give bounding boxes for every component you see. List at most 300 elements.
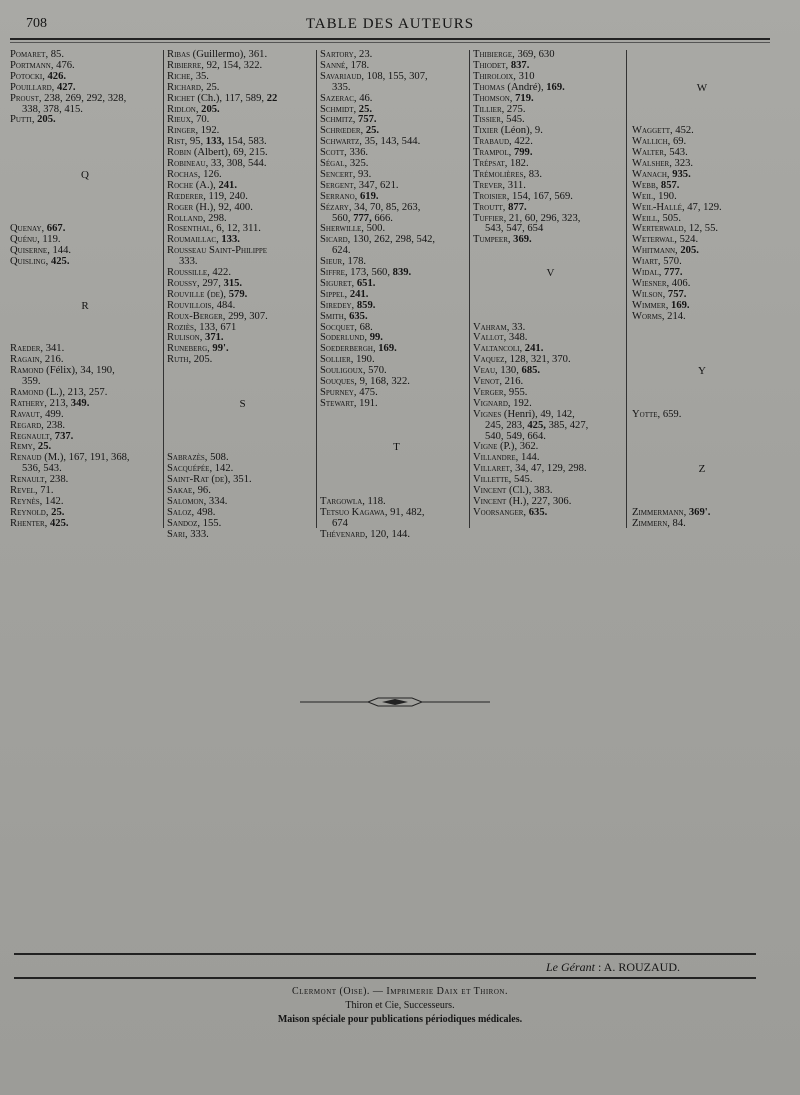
page-refs: (H.), 227, 306. — [506, 495, 572, 507]
author-name: Weil, — [632, 190, 656, 202]
page-refs: (Félix), 34, 190, — [43, 365, 115, 377]
page-ref-bold: 169. — [375, 343, 397, 355]
page-refs: 674 — [332, 517, 348, 529]
page-refs: 659. — [660, 408, 682, 420]
author-name: Walter, — [632, 147, 667, 159]
author-name: Tixier — [473, 125, 499, 137]
page-ref-bold: 837. — [508, 59, 530, 71]
page-refs: 173, 560, — [347, 267, 393, 278]
page-ref-bold: 425. — [47, 517, 69, 529]
author-name: Smith, — [320, 310, 347, 322]
author-name: Roussille, — [167, 267, 210, 278]
author-name: Trépsat, — [473, 158, 508, 169]
page-refs: 144. — [49, 245, 72, 257]
page-refs: 120, 144. — [367, 528, 410, 540]
author-name: Rœderer, — [167, 190, 206, 202]
index-entry — [10, 519, 172, 530]
page-refs: 238, 269, 292, 328, — [41, 92, 127, 104]
page-ref-bold: 315. — [223, 277, 243, 289]
page-ref-bold: 685. — [521, 365, 541, 377]
author-name: Vahram, — [473, 321, 510, 333]
page-refs: 338, 378, 415. — [22, 103, 83, 115]
page-refs: 333. — [179, 256, 198, 268]
header-rule — [10, 38, 770, 43]
author-name: Wiart, — [632, 256, 661, 268]
author-name: Siredey, — [320, 299, 355, 311]
author-name: Sicard, — [320, 234, 351, 246]
page-ref-bold: 635. — [526, 506, 548, 518]
index-entry — [320, 399, 485, 410]
page-refs: 299, 307. — [225, 310, 268, 322]
author-name: Revel, — [10, 485, 38, 496]
page-refs: 545. — [511, 474, 533, 486]
column-divider — [163, 50, 164, 528]
author-name: Tumpeer, — [473, 234, 511, 246]
page-refs: 545. — [503, 114, 525, 126]
author-name: Sartory, — [320, 49, 357, 60]
page-refs: 119. — [39, 234, 61, 246]
page-refs: 34, 70, 85, 263, — [351, 201, 421, 213]
page-refs: 333. — [187, 528, 209, 540]
author-name: Thiodet, — [473, 59, 509, 71]
author-name: Potocki, — [10, 70, 45, 82]
page-refs: 154, 167, 569. — [509, 190, 573, 202]
author-name: Thomas — [473, 81, 505, 93]
column-divider — [469, 50, 470, 528]
author-name: Ségal, — [320, 158, 348, 169]
manager-separator: : — [594, 960, 604, 974]
column-divider — [316, 50, 317, 528]
manager-signature — [546, 960, 680, 975]
page-refs: 336. — [346, 147, 369, 159]
author-name: Weill, — [632, 212, 660, 224]
author-name: Tillier, — [473, 103, 505, 115]
author-name: Quénu, — [10, 234, 40, 246]
page-refs: 33, 308, 544. — [208, 158, 267, 169]
author-name: Schmidt, — [320, 103, 357, 115]
page-refs: 310 — [515, 70, 535, 82]
author-name: Ramond — [10, 386, 44, 398]
author-name: Richard, — [167, 81, 204, 93]
author-name: Ruth, — [167, 354, 192, 366]
page-refs: 12, 55. — [686, 223, 719, 235]
index-entry — [10, 257, 172, 268]
author-name: Trampol, — [473, 147, 512, 159]
author-name: Schrœder, — [320, 125, 364, 137]
page-ref-bold: 25. — [356, 103, 373, 115]
page-ref-bold: 99'. — [209, 343, 229, 355]
section-letter: Z — [698, 463, 706, 476]
author-name: Rouvillois, — [167, 299, 215, 311]
author-name: Renaud — [10, 452, 42, 464]
page-refs: 91, 482, — [387, 506, 425, 518]
page-refs: 505. — [659, 212, 681, 224]
page-refs: (Cl.), 383. — [506, 485, 553, 496]
page-refs: 238. — [47, 474, 69, 486]
author-name: Verger, — [473, 386, 507, 398]
page-refs: (H.), 92, 400. — [193, 201, 253, 213]
page-refs: 540, 549, 664. — [485, 430, 546, 442]
author-name: Venot, — [473, 376, 502, 387]
page-ref-bold: 369. — [510, 234, 532, 246]
author-name: Walsher, — [632, 158, 672, 169]
author-name: Rochas, — [167, 168, 201, 180]
imprint-line-2: Thiron et Cie, Successeurs. — [345, 1000, 455, 1011]
author-name: Remy, — [10, 441, 36, 453]
author-name: Ragain, — [10, 354, 43, 366]
author-name: Zimmermann, — [632, 506, 687, 518]
page-refs: 142. — [212, 463, 234, 475]
page-refs: 341. — [43, 343, 65, 355]
page-refs: (M.), 167, 191, 368, — [41, 452, 130, 464]
page-refs: 498. — [194, 506, 216, 518]
page-refs: 570. — [660, 256, 682, 268]
author-name: Vincent — [473, 495, 507, 507]
page-refs: 108, 155, 307, — [364, 70, 428, 82]
page-refs: 524. — [676, 234, 699, 246]
page-refs: 34, 47, 129, 298. — [512, 463, 587, 475]
index-entry — [632, 519, 784, 530]
author-name: Ridlon, — [167, 103, 199, 115]
page-ref-bold: 25. — [363, 125, 380, 137]
page-ref-bold: 651. — [354, 277, 376, 289]
author-name: Villandre, — [473, 452, 519, 464]
author-name: Ramond — [10, 365, 44, 377]
author-name: Vincent — [473, 485, 507, 496]
author-name: Weil-Hallé, — [632, 201, 685, 213]
manager-label: Le Gérant — [545, 960, 595, 974]
author-name: Rosenthal, — [167, 223, 214, 235]
page-refs: 33. — [509, 321, 526, 333]
author-name: Serrano, — [320, 190, 358, 202]
author-name: Wanach, — [632, 168, 670, 180]
index-entry — [167, 355, 330, 366]
page-header — [10, 16, 770, 38]
page-ref-bold: 877. — [505, 201, 527, 213]
author-name: Sanné, — [320, 59, 348, 71]
page-ref-bold: 667. — [44, 223, 66, 235]
page-refs: 275. — [504, 103, 526, 115]
author-name: Ribierre, — [167, 59, 204, 71]
page-refs: 190. — [353, 354, 375, 366]
author-name: Saint-Rat (de), — [167, 474, 231, 486]
page-ref-bold: 241. — [347, 288, 369, 300]
page-ref-bold: 25. — [48, 506, 65, 518]
page-refs: 68. — [356, 321, 373, 333]
author-name: Rieux, — [167, 114, 194, 126]
page-refs: 70. — [193, 114, 210, 126]
page-refs: 96. — [194, 485, 211, 496]
index-entry — [320, 530, 485, 541]
author-name: Quenay, — [10, 223, 45, 235]
author-name: Trabaud, — [473, 136, 512, 148]
author-name: Wimmer, — [632, 299, 669, 311]
page-refs: 83. — [526, 168, 542, 180]
page-ref-bold: 857. — [658, 179, 680, 191]
page-refs: 130, 262, 298, 542, — [350, 234, 436, 246]
author-name: Scott, — [320, 147, 347, 159]
author-name: Rhenter, — [10, 517, 48, 529]
author-name: Roumaillac, — [167, 234, 219, 246]
page-ref-bold: 205. — [677, 245, 699, 257]
author-name: Reynold, — [10, 506, 49, 518]
author-name: Richet — [167, 92, 195, 104]
author-name: Proust, — [10, 92, 42, 104]
author-name: Robin — [167, 147, 192, 159]
page-refs: 126. — [200, 168, 222, 180]
author-name: Sergent, — [320, 179, 357, 191]
page-refs: 35. — [193, 70, 209, 82]
page-refs: 334. — [206, 495, 228, 507]
author-name: Sandoz, — [167, 517, 201, 529]
page-refs: 155. — [200, 517, 222, 529]
page-ref-bold: 935. — [669, 168, 691, 180]
page-ref-bold: 757. — [665, 288, 687, 300]
section-letter: V — [546, 267, 555, 279]
page-refs: 543, 547, 654 — [485, 223, 544, 235]
author-name: Rousseau Saint-Philippe — [167, 245, 268, 257]
page-refs: 46. — [356, 92, 373, 104]
author-name: Schwartz, — [320, 136, 362, 148]
author-name: Sollier, — [320, 354, 354, 366]
page-refs: 214. — [664, 310, 686, 322]
running-title: TABLE DES AUTEURS — [305, 16, 475, 32]
page-refs: 133, 671 — [196, 321, 237, 333]
page-refs: 192. — [510, 397, 532, 409]
page-refs: (André), — [504, 81, 547, 93]
author-name: Roussy, — [167, 277, 200, 289]
page-refs: 422. — [511, 136, 533, 148]
index-entry — [167, 530, 330, 541]
section-letter: S — [239, 397, 246, 410]
author-name: Stewart, — [320, 397, 357, 409]
page-refs: 452. — [672, 125, 694, 137]
author-name: Reynès, — [10, 495, 43, 507]
page-number: 708 — [26, 16, 47, 31]
page-refs: 369, 630 — [514, 49, 555, 60]
author-name: Vigne — [473, 441, 498, 453]
page-refs: 499. — [42, 408, 64, 420]
author-name: Salomon, — [167, 495, 207, 507]
author-name: Soederbergh, — [320, 343, 376, 355]
page-refs: 142. — [42, 495, 64, 507]
imprint-line-3: Maison spéciale pour publications périodiques médicales. — [277, 1014, 523, 1025]
page-refs: 23. — [356, 49, 373, 60]
page-ref-bold: 369'. — [686, 506, 711, 518]
author-name: Rathery, — [10, 397, 47, 409]
page-refs: 95, — [187, 136, 206, 148]
page-refs: 323. — [671, 158, 694, 169]
section-letter: W — [696, 81, 708, 94]
page-refs: 351. — [230, 474, 252, 486]
page-refs: 570. — [365, 365, 387, 377]
page-refs: 71. — [37, 485, 54, 496]
manager-name: A. ROUZAUD. — [603, 960, 680, 974]
page-refs: 560, — [332, 212, 354, 224]
page-refs: 500. — [363, 223, 386, 235]
author-name: Putti, — [10, 114, 35, 126]
index-entry — [632, 410, 784, 421]
page-refs: 325. — [347, 158, 369, 169]
author-name: Whitmann, — [632, 245, 678, 257]
page-ref-bold: 426. — [44, 70, 67, 82]
page-refs: 298. — [205, 212, 227, 224]
author-name: Sippel, — [320, 288, 348, 300]
page-ref-bold: 427. — [54, 81, 76, 93]
author-name: Regnault, — [10, 430, 53, 442]
page-ref-bold: 757. — [355, 114, 377, 126]
author-name: Ribas — [167, 49, 191, 60]
page-refs: 190. — [655, 190, 677, 202]
author-name: Roche — [167, 179, 194, 191]
index-entry — [632, 312, 784, 323]
page-refs: 130, — [497, 365, 522, 377]
page-ref-bold: 205. — [34, 114, 56, 126]
author-name: Zimmern, — [632, 517, 670, 529]
author-name: Sézary, — [320, 201, 352, 213]
author-name: Ravaut, — [10, 408, 43, 420]
page-refs: 9, 168, 322. — [356, 376, 410, 387]
page-ref-bold: 635. — [346, 310, 368, 322]
author-name: Savariaud, — [320, 70, 365, 82]
page-refs: 216. — [501, 376, 524, 387]
page-refs: 347, 621. — [356, 179, 399, 191]
author-name: Veau, — [473, 365, 498, 377]
imprint-line-1: Clermont (Oise). — Imprimerie Daix et Thiron. — [292, 986, 508, 997]
page-ref-bold: 205. — [198, 103, 220, 115]
author-name: Troutt, — [473, 201, 506, 213]
page-refs: 624. — [332, 245, 351, 257]
page-refs: (Léon), 9. — [498, 125, 543, 137]
author-name: Targowla, — [320, 495, 365, 507]
page-ref-bold: 859. — [354, 299, 376, 311]
page-refs: 216. — [42, 354, 64, 366]
index-entry — [473, 508, 640, 519]
author-name: Renault, — [10, 474, 48, 486]
page-ref-bold: 241. — [522, 343, 544, 355]
author-name: Voorsanger, — [473, 506, 527, 518]
page-refs: 119, 240. — [205, 190, 248, 202]
page-refs: 128, 321, 370. — [507, 354, 571, 366]
author-name: Socquet, — [320, 321, 357, 333]
page-refs: 118. — [364, 495, 386, 507]
author-name: Riche, — [167, 70, 194, 82]
page-refs: 536, 543. — [22, 463, 62, 475]
page-refs: 47, 129. — [684, 201, 722, 213]
author-name: Vignard, — [473, 397, 511, 409]
page-ref-bold: 22 — [266, 92, 278, 104]
page-ref-bold: 169. — [546, 81, 565, 93]
author-name: Portmann, — [10, 59, 54, 71]
author-name: Tuffier, — [473, 212, 507, 224]
author-name: Roziès, — [167, 321, 197, 333]
page-refs: 955. — [506, 386, 528, 398]
author-name: Saloz, — [167, 506, 195, 518]
page-ref-bold: 777, — [353, 212, 372, 224]
page-refs: 6, 12, 311. — [213, 223, 261, 235]
page-refs: (A.), — [193, 179, 219, 191]
page-refs: 84. — [669, 517, 686, 529]
page-ref-bold: 737. — [52, 430, 74, 442]
page-refs: (Henri), 49, 142, — [501, 408, 575, 420]
author-name: Thévenard, — [320, 528, 368, 540]
page-refs: 85. — [48, 49, 64, 60]
section-letter: Y — [698, 365, 706, 378]
page-ref-bold: 839. — [392, 267, 412, 278]
author-name: Villaret, — [473, 463, 513, 475]
author-name: Thibierge, — [473, 49, 515, 60]
author-name: Valtancoli, — [473, 343, 523, 355]
author-index — [10, 49, 770, 540]
page-refs: 35, 143, 544. — [361, 136, 421, 148]
page-ref-bold: 99. — [367, 332, 383, 344]
page-refs: 476. — [53, 59, 75, 71]
author-name: Widal, — [632, 267, 662, 278]
author-name: Siffre, — [320, 267, 348, 278]
author-name: Sakae, — [167, 485, 195, 496]
author-name: Rulison, — [167, 332, 203, 344]
author-name: Worms, — [632, 310, 665, 322]
page-refs: 422. — [209, 267, 231, 278]
author-name: Wallich, — [632, 136, 671, 148]
index-entry — [473, 235, 640, 246]
page-refs: 21, 60, 296, 323, — [506, 212, 581, 224]
author-name: Thomson, — [473, 92, 513, 104]
author-name: Rolland, — [167, 212, 206, 224]
page-refs: (P.), 362. — [497, 441, 539, 453]
author-name: Spurney, — [320, 386, 357, 398]
end-ornament — [300, 696, 490, 708]
author-name: Sencert, — [320, 168, 356, 180]
author-name: Wilson, — [632, 288, 666, 300]
page-refs: (L.), 213, 257. — [43, 386, 108, 398]
page-refs: 666. — [371, 212, 393, 224]
author-name: Tissier, — [473, 114, 504, 126]
author-name: Soderlund, — [320, 332, 368, 344]
page-ref-bold: 371. — [202, 332, 224, 344]
page-refs: 178. — [344, 256, 367, 268]
author-name: Rouville (de), — [167, 288, 227, 300]
page-refs: 69. — [670, 136, 687, 148]
author-name: Trever, — [473, 179, 506, 191]
footer-rule — [14, 953, 756, 955]
author-name: Souligoux, — [320, 365, 366, 377]
author-name: Waggett, — [632, 125, 673, 137]
author-name: Runeberg, — [167, 343, 210, 355]
author-name: Raeder, — [10, 343, 44, 355]
page-ref-bold: 241. — [218, 179, 237, 191]
page-ref-bold: 349. — [70, 397, 90, 409]
page-refs: 182. — [507, 158, 529, 169]
page-refs: 213, — [46, 397, 71, 409]
page-ref-bold: 133. — [218, 234, 240, 246]
page-refs: 385, 427, — [545, 419, 589, 431]
page-ref-bold: 799. — [511, 147, 533, 159]
index-entry — [10, 115, 172, 126]
author-name: Ringer, — [167, 125, 199, 137]
page-ref-bold: 169. — [668, 299, 690, 311]
author-name: Regard, — [10, 419, 44, 431]
page-ref-bold: 777. — [661, 267, 683, 278]
footer-rule-2 — [14, 977, 756, 979]
page-refs: 205. — [191, 354, 213, 366]
author-name: Vaquez, — [473, 354, 508, 366]
page-refs: 311. — [505, 179, 526, 191]
page-ref-bold: 425. — [48, 256, 70, 268]
author-name: Villette, — [473, 474, 512, 486]
author-name: Troisier, — [473, 190, 510, 202]
page-refs: 178. — [347, 59, 370, 71]
